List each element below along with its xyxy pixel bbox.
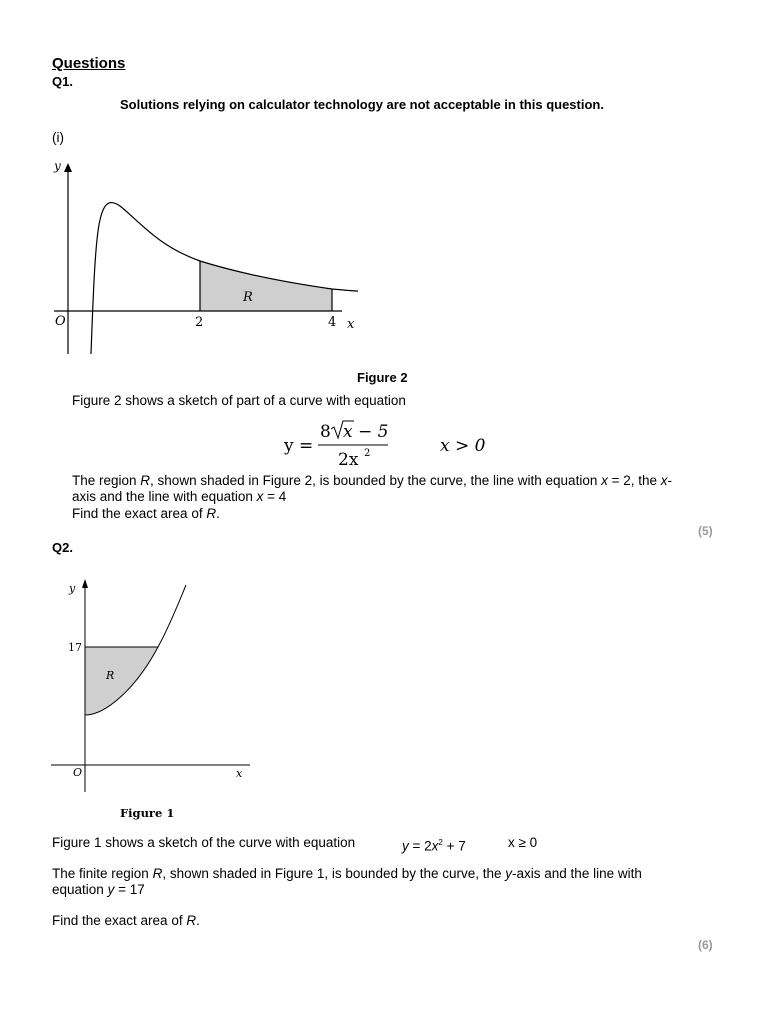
- q1-body-seg: x: [660, 473, 668, 488]
- q1-origin-label: O: [55, 314, 66, 329]
- q1-body-seg: = 4: [263, 489, 287, 504]
- q2-y-axis-label: y: [69, 582, 76, 595]
- q2-task-seg: Find the exact area of: [52, 913, 187, 928]
- q1-body-seg: , shown shaded in Figure 2, is bounded by the curve, the line with equation: [150, 473, 602, 488]
- q1-body-seg: The region: [72, 473, 141, 488]
- q1-region-r-label: R: [243, 290, 253, 305]
- q1-equation-fraction: [316, 418, 392, 470]
- q2-y-arrow: [82, 579, 88, 588]
- q2-eq-seg: + 7: [442, 838, 466, 854]
- q1-eq-denominator: 2x: [338, 450, 359, 470]
- q1-eq-numerator-coef: 8: [320, 422, 331, 442]
- q2-region-r-label: R: [106, 669, 115, 682]
- q1-label: Q1.: [52, 74, 73, 89]
- q2-eq-seg: x: [431, 838, 439, 854]
- q1-body-text: [72, 473, 712, 505]
- q2-body-seg: The finite region: [52, 866, 153, 881]
- q1-tick-2: 2: [195, 315, 204, 330]
- q1-task-text: [72, 506, 220, 522]
- q2-tick-17: 17: [68, 641, 82, 654]
- q2-body-seg: y: [107, 882, 115, 897]
- q1-body-seg: axis and the line with equation: [72, 489, 257, 504]
- q2-body-seg: -axis and the line with: [512, 866, 642, 881]
- q1-part-label: (i): [52, 130, 64, 145]
- q2-body-seg: R: [152, 866, 163, 881]
- q2-equation: [402, 835, 466, 855]
- q2-eq-exponent: 2: [438, 838, 443, 847]
- q2-task-text: [52, 913, 200, 929]
- q2-body-seg: , shown shaded in Figure 1, is bounded by the curve, the: [162, 866, 506, 881]
- q1-body-seg: = 2, the: [607, 473, 661, 488]
- q1-intro-text: Figure 2 shows a sketch of part of a curve with equation: [72, 393, 406, 408]
- q2-origin-label: O: [73, 766, 83, 779]
- q2-eq-seg: y: [402, 838, 409, 854]
- q1-body-seg: R: [140, 473, 151, 488]
- q1-eq-numerator-rest: x − 5: [343, 422, 389, 442]
- q2-x-axis-label: x: [236, 767, 243, 780]
- q2-body-seg: = 17: [114, 882, 145, 897]
- q2-figure-caption: Figure 1: [120, 806, 175, 820]
- q1-task-seg: .: [216, 506, 220, 521]
- q1-body-seg: -: [667, 473, 673, 488]
- page-heading: Questions: [52, 55, 126, 72]
- q2-label: Q2.: [52, 540, 73, 555]
- q2-body-seg: y: [505, 866, 513, 881]
- q1-marks: (5): [698, 524, 713, 538]
- q1-tick-4: 4: [328, 315, 337, 330]
- q1-equation-condition: x > 0: [440, 436, 486, 456]
- q2-eq-seg: = 2: [408, 838, 432, 854]
- q1-figure-caption: Figure 2: [357, 370, 408, 385]
- q2-body-seg: equation: [52, 882, 108, 897]
- q1-y-axis-label: y: [54, 159, 61, 173]
- q2-condition: x ≥ 0: [508, 835, 538, 850]
- q1-eq-denominator-exp: 2: [364, 448, 371, 459]
- q2-task-seg: .: [196, 913, 200, 928]
- q1-figure-2: [40, 150, 380, 365]
- q2-body-text: [52, 866, 732, 898]
- q1-y-arrow: [64, 163, 72, 172]
- q1-calculator-note: Solutions relying on calculator technology are not acceptable in this question.: [120, 97, 604, 112]
- q2-marks: (6): [698, 938, 713, 952]
- q2-region-r-shading: [85, 647, 158, 715]
- q1-x-axis-label: x: [347, 317, 355, 332]
- q1-equation-lhs: y =: [284, 436, 314, 456]
- q1-body-seg: x: [256, 489, 264, 504]
- q2-task-seg: R: [186, 913, 197, 928]
- q2-figure-1: [45, 570, 260, 792]
- q1-task-seg: R: [206, 506, 217, 521]
- q1-body-seg: x: [601, 473, 608, 488]
- q2-intro-text: Figure 1 shows a sketch of the curve with equation: [52, 835, 356, 850]
- q1-task-seg: Find the exact area of: [72, 506, 207, 521]
